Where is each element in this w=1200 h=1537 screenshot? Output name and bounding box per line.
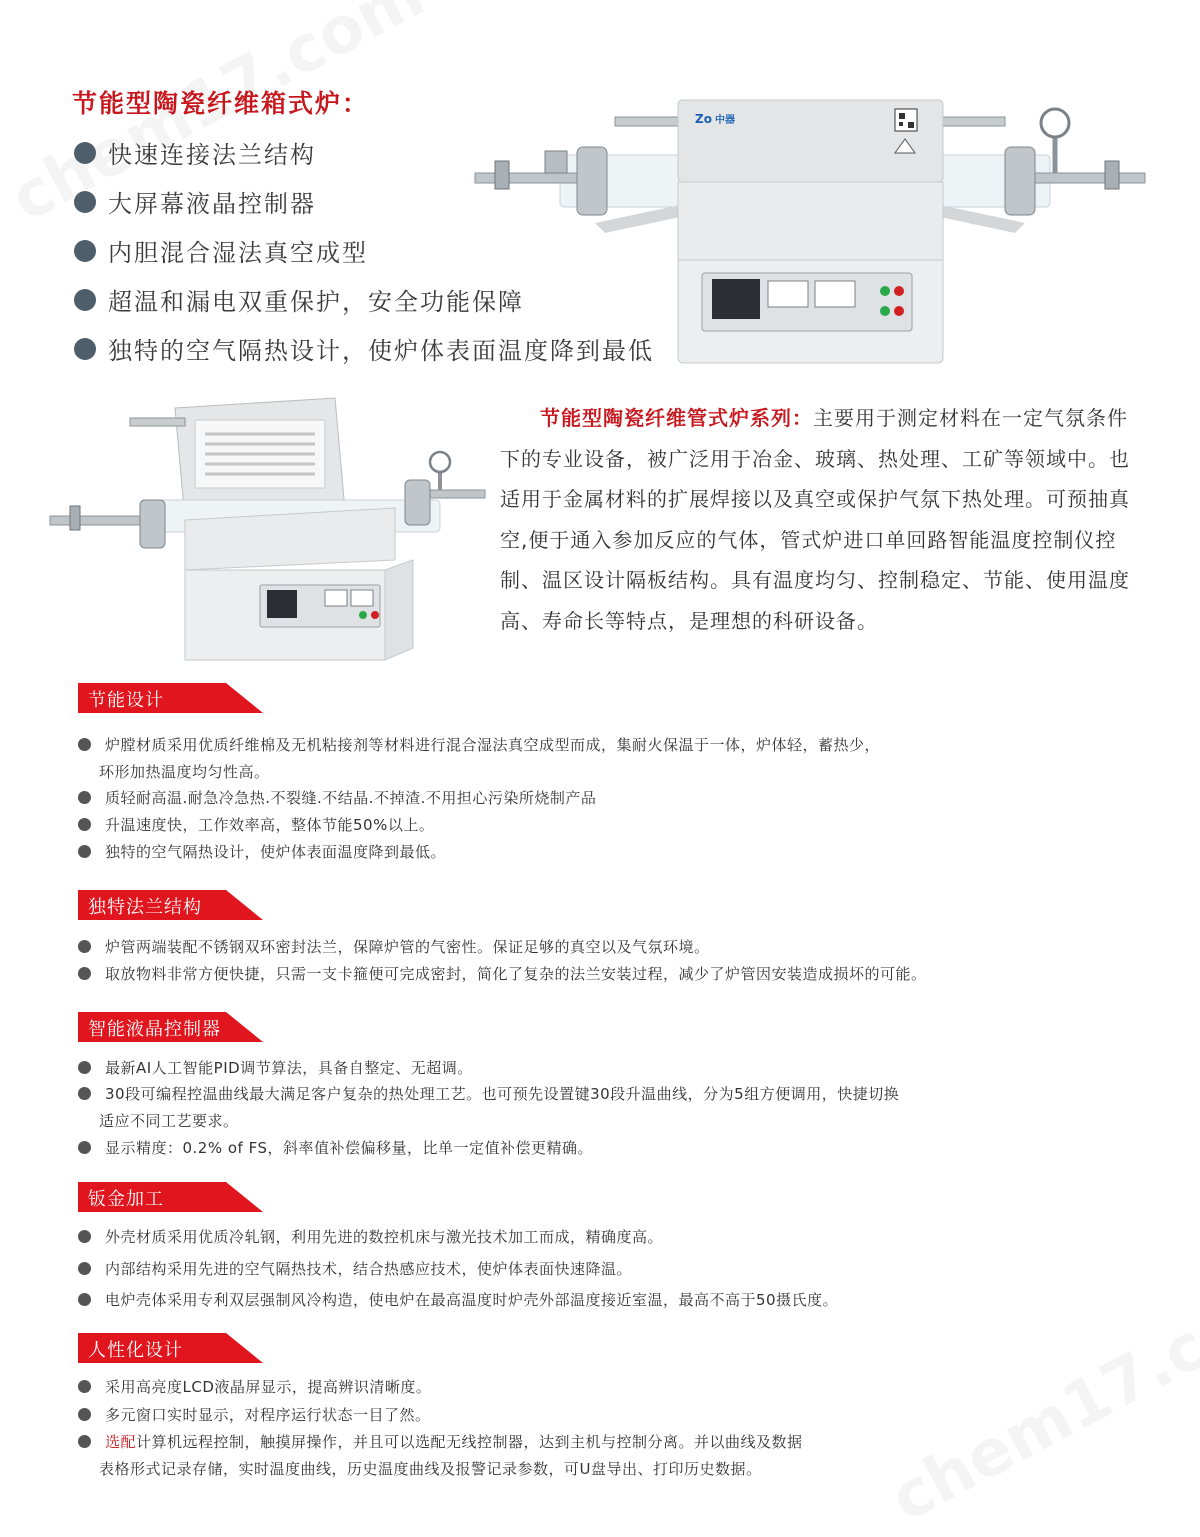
bullet-icon — [78, 1408, 91, 1421]
bullet-icon — [74, 142, 96, 164]
section-tag-controller: 智能液晶控制器 — [78, 1012, 263, 1042]
list-item: 显示精度：0.2% of FS，斜率值补偿偏移量，比单一定值补偿更精确。 — [78, 1135, 593, 1162]
tube-furnace-image-closed — [465, 95, 1155, 370]
list-item: 独特的空气隔热设计，使炉体表面温度降到最低。 — [78, 839, 446, 866]
bullet-icon — [78, 791, 91, 804]
list-item: 升温速度快，工作效率高，整体节能50%以上。 — [78, 812, 434, 839]
bullet-icon — [78, 1435, 91, 1448]
list-item: 内部结构采用先进的空气隔热技术，结合热感应技术，使炉体表面快速降温。 — [78, 1256, 632, 1283]
feature-item: 大屏幕液晶控制器 — [74, 184, 316, 219]
list-item: 炉管两端装配不锈钢双环密封法兰，保障炉管的气密性。保证足够的真空以及气氛环境。 — [78, 934, 710, 961]
list-item: 最新AI人工智能PID调节算法，具备自整定、无超调。 — [78, 1055, 473, 1082]
bullet-icon — [74, 191, 96, 213]
bullet-icon — [78, 1087, 91, 1100]
feature-item: 内胆混合湿法真空成型 — [74, 233, 368, 268]
section-tag-flange: 独特法兰结构 — [78, 890, 263, 920]
bullet-icon — [78, 738, 91, 751]
list-item: 炉膛材质采用优质纤维棉及无机粘接剂等材料进行混合湿法真空成型而成，集耐火保温于一体，炉体轻，蓄热少， 环形加热温度均匀性高。 — [78, 732, 880, 786]
feature-item: 快速连接法兰结构 — [74, 135, 316, 170]
section-tag-user-friendly: 人性化设计 — [78, 1333, 263, 1363]
intro-lead: 节能型陶瓷纤维管式炉系列： — [540, 406, 813, 430]
bullet-icon — [78, 940, 91, 953]
brand-name: 中器 — [715, 115, 735, 126]
bullet-icon — [74, 289, 96, 311]
list-item: 30段可编程控温曲线最大满足客户复杂的热处理工艺。也可预先设置键30段升温曲线，分为5组方便调用，快捷切换 适应不同工艺要求。 — [78, 1081, 899, 1135]
section-tag-sheet-metal: 钣金加工 — [78, 1182, 263, 1212]
bullet-icon — [78, 1262, 91, 1275]
tube-furnace-image-open — [45, 390, 490, 670]
bullet-icon — [78, 1230, 91, 1243]
bullet-icon — [78, 1380, 91, 1393]
list-item: 多元窗口实时显示，对程序运行状态一目了然。 — [78, 1402, 431, 1429]
feature-item: 独特的空气隔热设计，使炉体表面温度降到最低 — [74, 331, 654, 366]
bullet-icon — [74, 338, 96, 360]
section-tag-energy-saving: 节能设计 — [78, 683, 263, 713]
intro-text: 主要用于测定材料在一定气氛条件下的专业设备，被广泛用于冶金、玻璃、热处理、工矿等领域中。也适用于金属材料的扩展焊接以及真空或保护气氛下热处理。可预抽真空,便于通入参加反应的气体，管式炉进口单回路智能温度控制仪控制、温区设计隔板结构。具有温度均匀、控制稳定、节能、使用温度高、寿命长等特点，是理想的科研设备。 — [500, 406, 1130, 633]
bullet-icon — [74, 240, 96, 262]
bullet-icon — [78, 818, 91, 831]
brand-logo: Zo — [695, 112, 712, 126]
list-item: 电炉壳体采用专利双层强制风冷构造，使电炉在最高温度时炉壳外部温度接近室温，最高不高于50摄氏度。 — [78, 1287, 838, 1314]
list-item: 外壳材质采用优质冷轧钢，利用先进的数控机床与激光技术加工而成，精确度高。 — [78, 1224, 663, 1251]
bullet-icon — [78, 1141, 91, 1154]
bullet-icon — [78, 967, 91, 980]
list-item: 质轻耐高温.耐急冷急热.不裂缝.不结晶.不掉渣.不用担心污染所烧制产品 — [78, 785, 596, 812]
bullet-icon — [78, 1061, 91, 1074]
watermark-bottom-right — [879, 1257, 1200, 1536]
bullet-icon — [78, 845, 91, 858]
bullet-icon — [78, 1293, 91, 1306]
intro-paragraph — [500, 398, 1130, 641]
list-item: 选配计算机远程控制，触摸屏操作，并且可以选配无线控制器，达到主机与控制分离。并以曲线及数据 表格形式记录存储，实时温度曲线，历史温度曲线及报警记录参数，可U盘导出、打印历史数据。 — [78, 1429, 803, 1483]
list-item: 采用高亮度LCD液晶屏显示，提高辨识清晰度。 — [78, 1374, 431, 1401]
list-item: 取放物料非常方便快捷，只需一支卡箍便可完成密封，简化了复杂的法兰安装过程，减少了炉管因安装造成损坏的可能。 — [78, 961, 927, 988]
feature-item: 超温和漏电双重保护，安全功能保障 — [74, 282, 524, 317]
header-title: 节能型陶瓷纤维箱式炉： — [72, 89, 370, 118]
